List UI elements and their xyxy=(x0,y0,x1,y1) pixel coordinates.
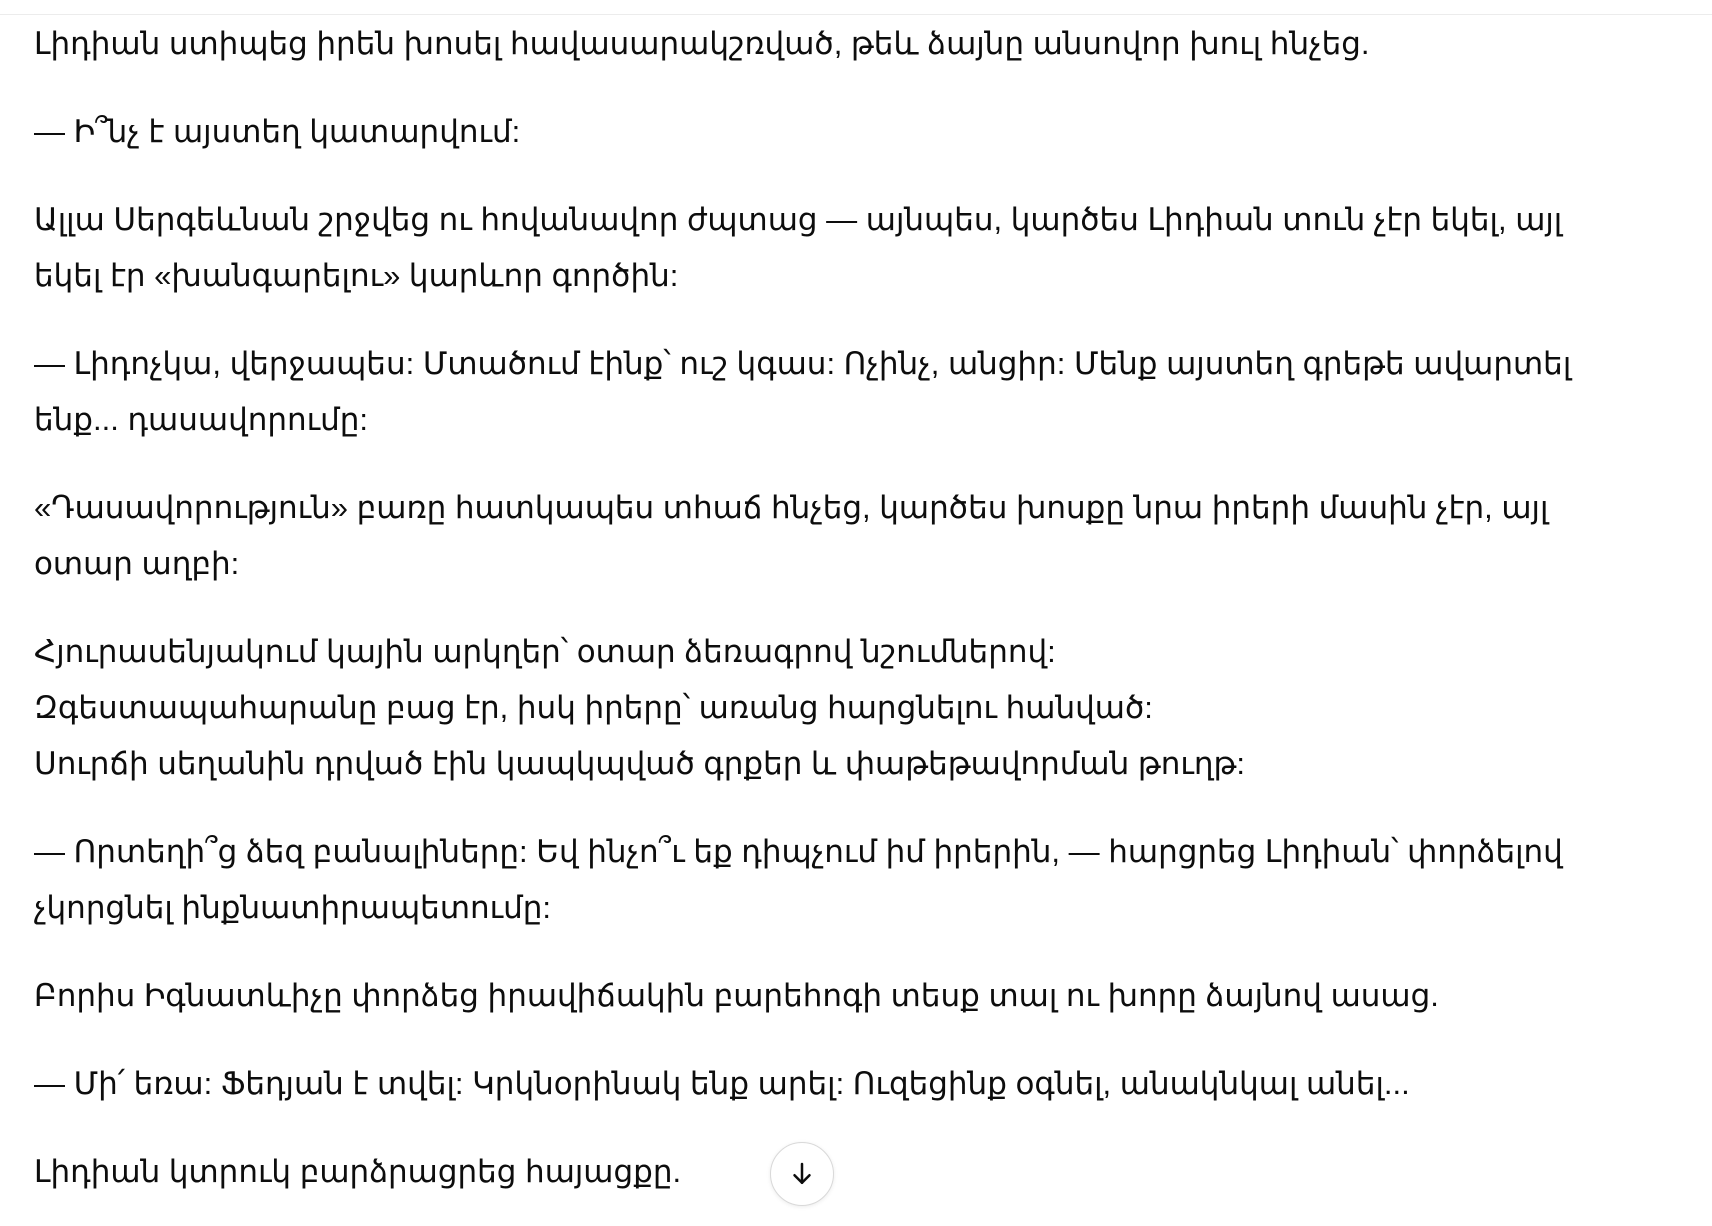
paragraph-2: — Ի՞նչ է այստեղ կատարվում: xyxy=(34,114,521,149)
scroll-to-bottom-button[interactable] xyxy=(770,1142,834,1206)
paragraph-9: — Որտեղի՞ց ձեզ բանալիները: Եվ ինչո՞ւ եք դիպչում իմ իրերին, — հարցրեց Լիդիան՝ փորձելով չկորցնել ինքնատիրապետումը: xyxy=(34,834,1572,925)
chat-message-content xyxy=(34,16,1634,1200)
paragraph-11: — Մի՛ եռա: Ֆեդյան է տվել: Կրկնօրինակ ենք արել: Ուզեցինք օգնել, անակնկալ անել... xyxy=(34,1066,1410,1101)
paragraph-10: Բորիս Իգնատևիչը փորձեց իրավիճակին բարեհոգի տեսք տալ ու խորը ձայնով ասաց. xyxy=(34,978,1439,1013)
paragraph-5: «Դասավորություն» բառը հատկապես տհաճ հնչեց, կարծես խոսքը նրա իրերի մասին չէր, այլ օտար աղբի: xyxy=(34,490,1558,581)
paragraph-1: Լիդիան ստիպեց իրեն խոսել հավասարակշռված, թեև ձայնը անսովոր խուլ հնչեց. xyxy=(34,26,1370,61)
paragraph-8: Սուրճի սեղանին դրված էին կապկպված գրքեր և փաթեթավորման թուղթ: xyxy=(34,746,1246,781)
paragraph-6: Հյուրասենյակում կային արկղեր՝ օտար ձեռագրով նշումներով: xyxy=(34,634,1056,669)
paragraph-12: Լիդիան կտրուկ բարձրացրեց հայացքը. xyxy=(34,1154,682,1189)
paragraph-4: — Լիդոչկա, վերջապես: Մտածում էինք՝ ուշ կգաս: Ոչինչ, անցիր: Մենք այստեղ գրեթե ավարտել ենք... դասավորումը: xyxy=(34,346,1580,437)
paragraph-3: Ալլա Սերգեևնան շրջվեց ու հովանավոր ժպտաց — այնպես, կարծես Լիդիան տուն չէր եկել, այլ եկել էր «խանգարելու» կարևոր գործին: xyxy=(34,202,1571,293)
paragraph-7: Զգեստապահարանը բաց էր, իսկ իրերը՝ առանց հարցնելու հանված: xyxy=(34,690,1153,725)
arrow-down-icon xyxy=(787,1159,817,1189)
top-divider xyxy=(0,14,1712,15)
